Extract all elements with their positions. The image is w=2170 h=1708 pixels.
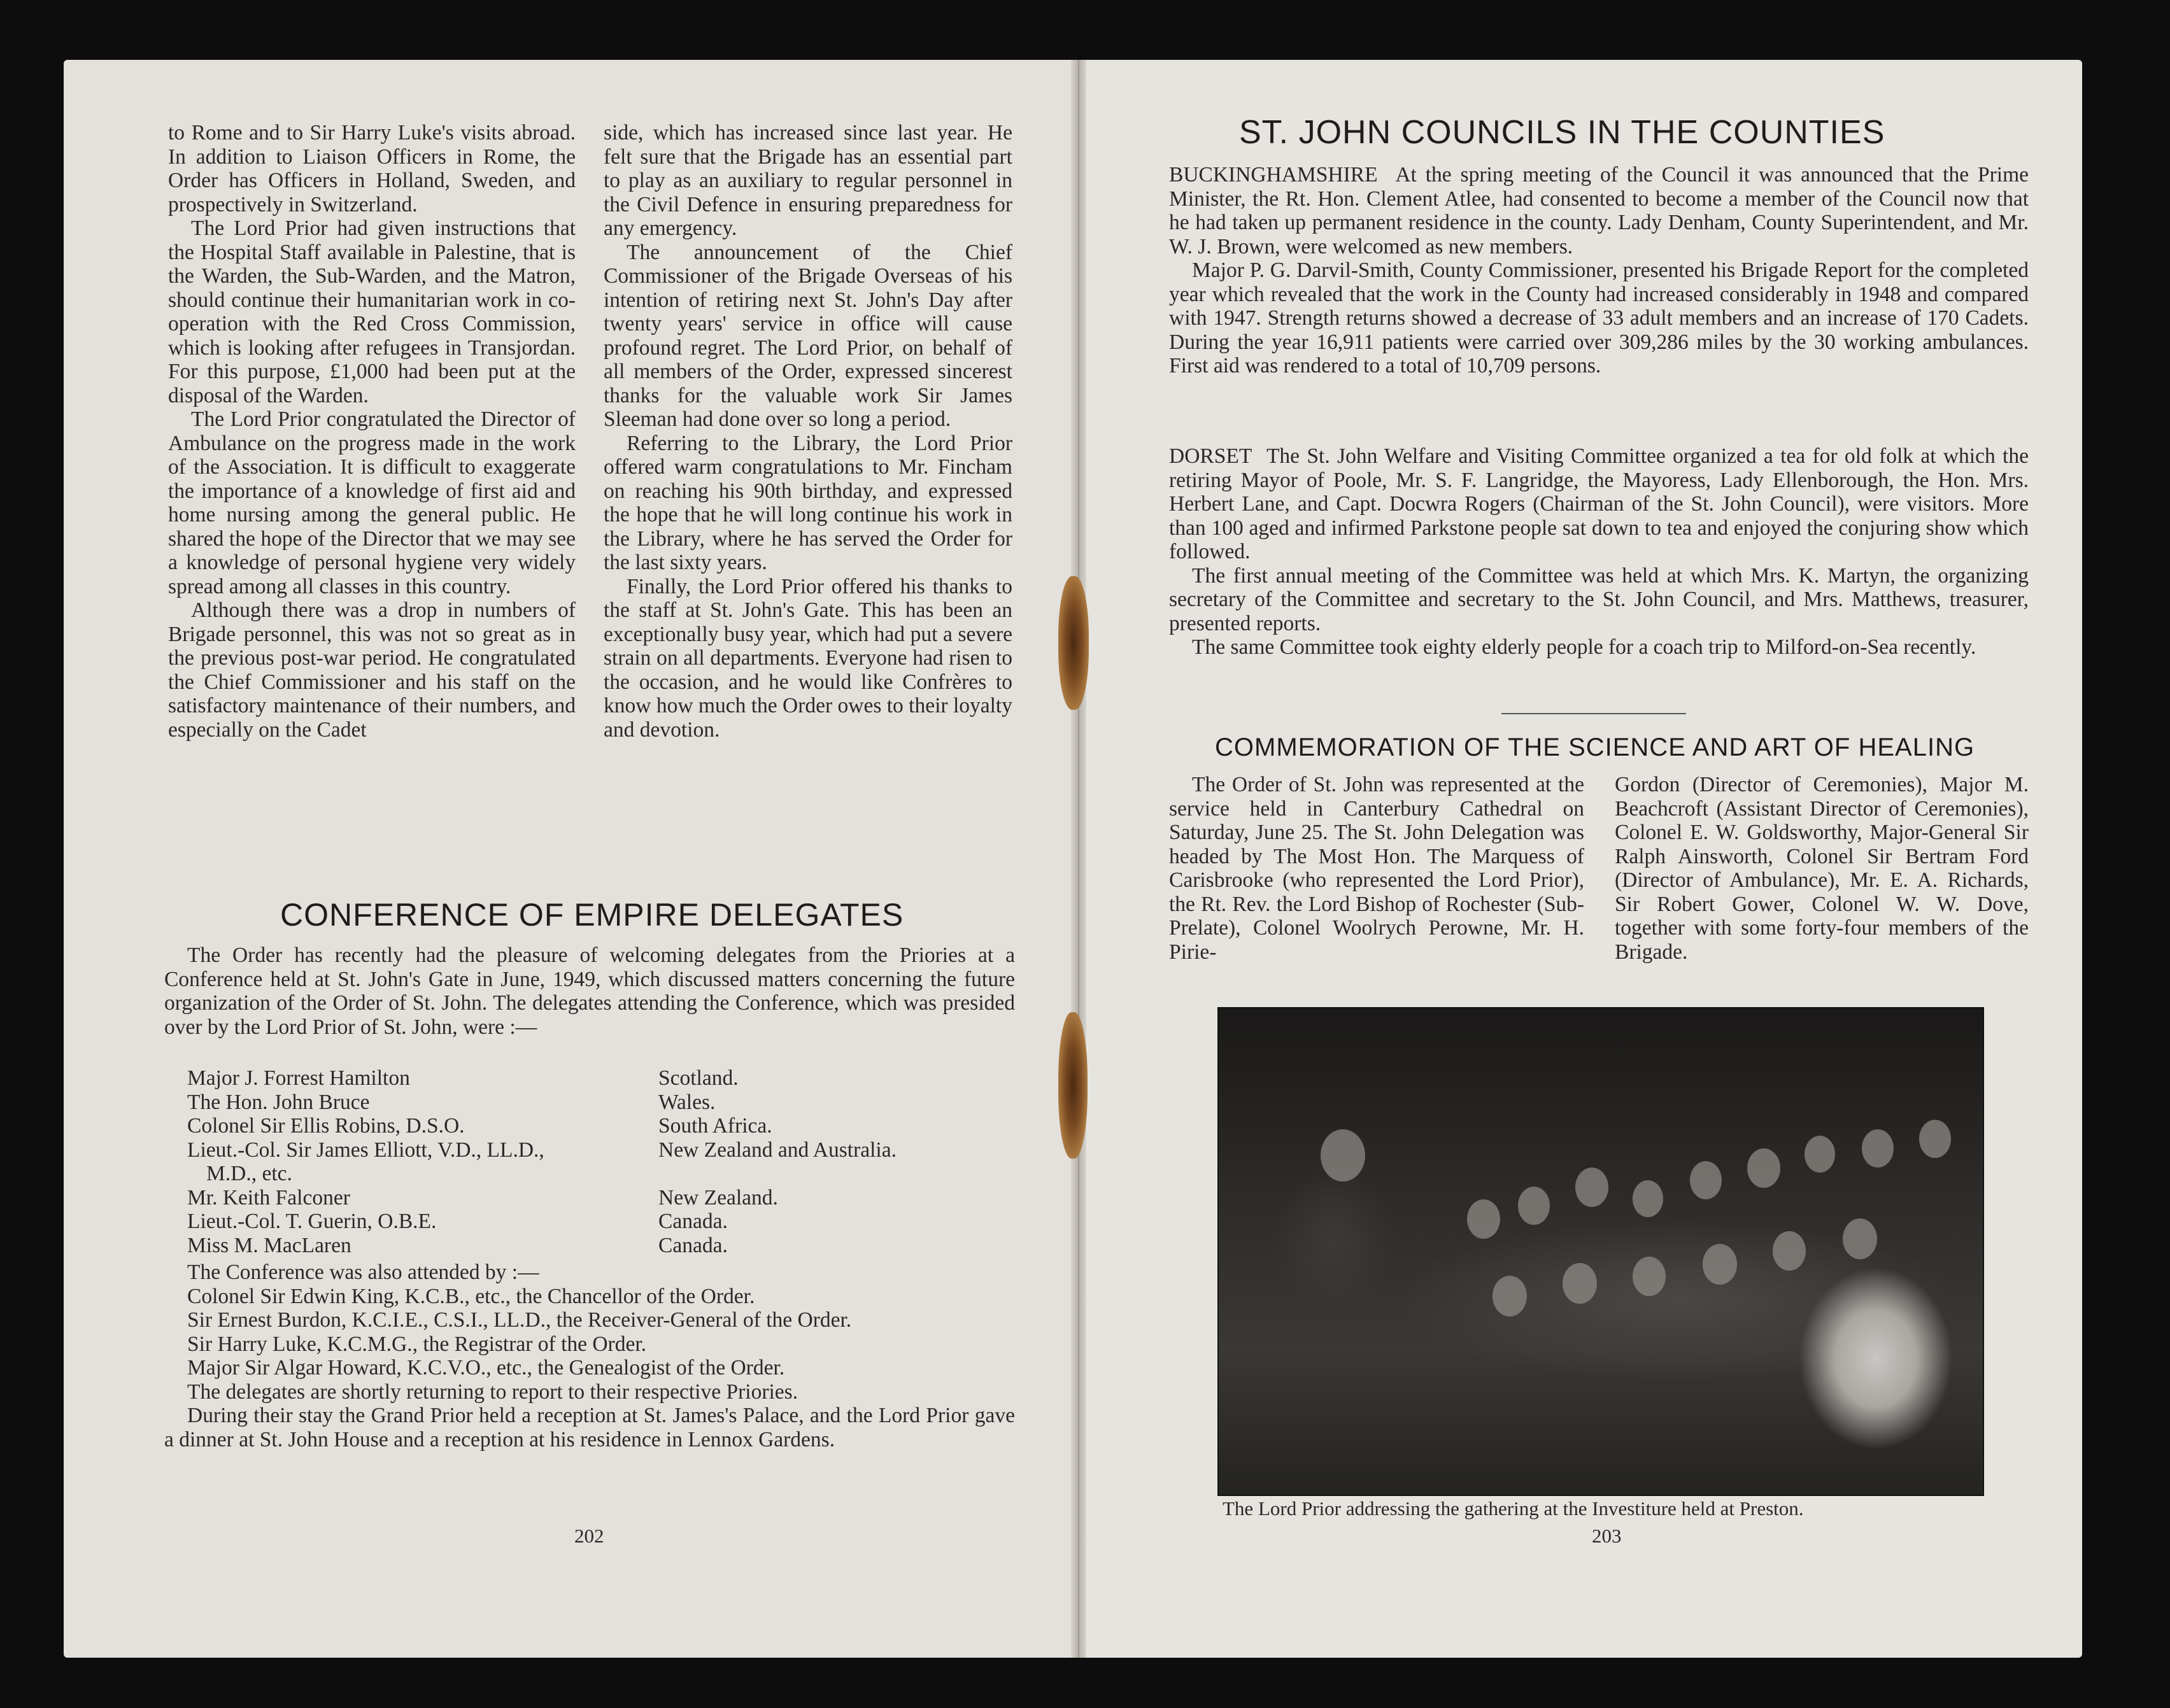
delegate-name: Colonel Sir Ellis Robins, D.S.O.: [187, 1114, 465, 1138]
staple-rust-top: [1058, 576, 1089, 710]
attendee: Sir Harry Luke, K.C.M.G., the Registrar of the Order.: [187, 1332, 647, 1356]
photo-figure: [1575, 1168, 1608, 1207]
photo-figure: [1518, 1187, 1550, 1225]
delegate-country: New Zealand and Australia.: [658, 1138, 897, 1162]
paragraph: [1169, 444, 2029, 564]
paragraph: The Lord Prior had given instructions that the Hospital Staff available in Palestine, that is the Warden, the Sub-Warden, and the Matron, should continue their humanitarian work in co-operation with the Red Cross Commission, which is looking after refugees in Transjordan. For this purpose, £1,000 had been put at the disposal of the Warden.: [168, 216, 576, 407]
attendee: Major Sir Algar Howard, K.C.V.O., etc., the Genealogist of the Order.: [187, 1356, 785, 1380]
staple-rust-bottom: [1058, 1012, 1088, 1159]
paragraph: to Rome and to Sir Harry Luke's visits abroad. In addition to Liaison Officers in Rome, the Order has Officers in Holland, Sweden, and prospectively in Switzerland.: [168, 121, 576, 216]
paragraph: Finally, the Lord Prior offered his thanks to the staff at St. John's Gate. This has been an exceptionally busy year, which had put a severe strain on all departments. Everyone had risen to the occasion, and he would like Confrères to know how much the Order owes to their loyalty and devotion.: [604, 574, 1012, 742]
paragraph: [1169, 163, 2029, 258]
delegate-name: M.D., etc.: [206, 1162, 292, 1185]
photo-figure: [1747, 1148, 1780, 1188]
delegate-country: Wales.: [658, 1090, 716, 1114]
photo-figure: [1467, 1199, 1500, 1239]
photo-figure: [1862, 1129, 1894, 1168]
delegate-country: Canada.: [658, 1210, 728, 1233]
paragraph: The Order has recently had the pleasure of welcoming delegates from the Priories at a Conference held at St. John's Gate in June, 1949, which discussed matters concerning the future organization of the Order of St. John. The delegates attending the Conference, which was presided over by the Lord Prior of St. John, were :—: [164, 943, 1015, 1039]
delegate-row: [187, 1210, 1015, 1234]
photo-figure: [1690, 1161, 1722, 1199]
photo-figure: [1805, 1136, 1835, 1173]
delegate-row: [187, 1090, 1015, 1115]
delegate-country: New Zealand.: [658, 1185, 778, 1210]
paragraph: The Lord Prior congratulated the Director of Ambulance on the progress made in the work of the Association. It is difficult to exaggerate the importance of a knowledge of first aid and home nursing among the general public. He shared the hope of the Director that we may see a knowledge of personal hygiene very widely spread among all classes in this country.: [168, 407, 576, 598]
paragraph: The same Committee took eighty elderly people for a coach trip to Milford-on-Sea recently.: [1192, 635, 1976, 659]
paragraph: Although there was a drop in numbers of Brigade personnel, this was not so great as in the previous post-war period. He congratulated the Chief Commissioner and his staff on the satisfactory maintenance of their numbers, and especially on the Cadet: [168, 598, 576, 742]
delegate-list: [187, 1066, 1015, 1257]
delegate-row: [187, 1138, 1015, 1162]
commemoration-column-2: [1615, 773, 2029, 964]
delegate-name: Miss M. MacLaren: [187, 1233, 351, 1257]
buckinghamshire-section: [1169, 163, 2029, 378]
attendee: Colonel Sir Edwin King, K.C.B., etc., the Chancellor of the Order.: [187, 1284, 755, 1308]
photo-figure: [1703, 1244, 1737, 1285]
delegate-row: [187, 1114, 1015, 1138]
photo-figure: [1563, 1263, 1597, 1304]
paragraph-text: The St. John Welfare and Visiting Committee organized a tea for old folk at which the retiring Mayor of Poole, Mr. S. F. Langridge, the Mayoress, Lady Ellenborough, the Hon. Mrs. Herbert Lane, and Capt. Docwra Rogers (Chairman of the St. John Council), were visitors. More than 100 aged and infirmed Parkstone people sat down to tea and enjoyed the conjuring show which followed.: [1169, 444, 2029, 563]
conference-attendees: [164, 1260, 1015, 1451]
county-label: DORSET: [1169, 444, 1252, 468]
paragraph: side, which has increased since last year. He felt sure that the Brigade has an essential part to play as an auxiliary to regular personnel in the Civil Defence in ensuring preparedness for any emergency.: [604, 121, 1012, 240]
county-label: BUCKINGHAMSHIRE: [1169, 163, 1378, 187]
photo-caption: The Lord Prior addressing the gathering at the Investiture held at Preston.: [1223, 1497, 1804, 1520]
left-column-2: [604, 121, 1012, 742]
paragraph: The delegates are shortly returning to report to their respective Priories.: [187, 1380, 798, 1404]
page-number-left: 202: [574, 1525, 604, 1547]
counties-heading: ST. JOHN COUNCILS IN THE COUNTIES: [1239, 114, 1885, 151]
paragraph: Gordon (Director of Ceremonies), Major M. Beachcroft (Assistant Director of Ceremonies), Colonel E. W. Goldsworthy, Major-General Sir Ralph Ainsworth, Colonel Sir Bertram Ford (Director of Ambulance), Mr. E. A. Richards, Sir Robert Gower, Colonel W. W. Dove, together with some forty-four members of the Brigade.: [1615, 773, 2029, 964]
delegate-country: Canada.: [658, 1233, 728, 1257]
photo-figure: [1919, 1120, 1951, 1158]
left-column-1: [168, 121, 576, 742]
photo-figure: [1493, 1276, 1527, 1316]
delegate-row: [187, 1066, 1015, 1090]
delegate-name: Lieut.-Col. T. Guerin, O.B.E.: [187, 1210, 437, 1233]
paragraph: The first annual meeting of the Committee was held at which Mrs. K. Martyn, the organizing secretary of the Committee and secretary to the St. John Council, and Mrs. Matthews, treasurer, presented reports.: [1169, 563, 2029, 635]
photo-figure: [1633, 1180, 1663, 1217]
conference-intro: [164, 943, 1015, 1039]
photo-figure: [1773, 1231, 1806, 1271]
paragraph: Referring to the Library, the Lord Prior offered warm congratulations to Mr. Fincham on reaching his 90th birthday, and expressed the hope that he will long continue his work in the Library, where he has served the Order for the last sixty years.: [604, 431, 1012, 574]
delegate-name: Major J. Forrest Hamilton: [187, 1066, 410, 1090]
book-spine: [1071, 60, 1086, 1658]
dorset-section: [1169, 444, 2029, 660]
section-divider: [1501, 713, 1686, 714]
paragraph-text: At the spring meeting of the Council it was announced that the Prime Minister, the Rt. Hon. Clement Atlee, had consented to become a member of the Council now that he had taken up permanent residence in the county. Lady Denham, County Superintendent, and Mr. W. J. Brown, were welcomed as new members.: [1169, 163, 2029, 258]
paragraph: During their stay the Grand Prior held a reception at St. James's Palace, and the Lord Prior gave a dinner at St. John House and a reception at his residence in Lennox Gardens.: [164, 1404, 1015, 1451]
delegate-country: South Africa.: [658, 1114, 772, 1138]
delegate-name: Mr. Keith Falconer: [187, 1185, 350, 1210]
commemoration-heading: COMMEMORATION OF THE SCIENCE AND ART OF HEALING: [1215, 733, 1975, 761]
paragraph: Major P. G. Darvil-Smith, County Commissioner, presented his Brigade Report for the completed year which revealed that the work in the County had increased considerably in 1948 and compared with 1947. Strength returns showed a decrease of 33 adult members and an increase of 170 Cadets. During the year 16,911 patients were carried over 309,286 miles by the 30 working ambulances. First aid was rendered to a total of 10,709 persons.: [1169, 258, 2029, 378]
delegate-name: The Hon. John Bruce: [187, 1090, 370, 1114]
delegate-row: [187, 1162, 1015, 1186]
commemoration-column-1: [1169, 773, 1584, 964]
photo-figure: [1633, 1257, 1666, 1296]
paragraph: The Conference was also attended by :—: [187, 1260, 539, 1284]
delegate-name: Lieut.-Col. Sir James Elliott, V.D., LL.D.,: [187, 1138, 544, 1162]
paragraph: The announcement of the Chief Commissioner of the Brigade Overseas of his intention of retiring next St. John's Day after twenty years' service in office will cause profound regret. The Lord Prior, on behalf of all members of the Order, expressed sincerest thanks for the valuable work Sir James Sleeman had done over so long a period.: [604, 240, 1012, 431]
conference-heading: CONFERENCE OF EMPIRE DELEGATES: [280, 897, 904, 933]
attendee: Sir Ernest Burdon, K.C.I.E., C.S.I., LL.D., the Receiver-General of the Order.: [187, 1308, 852, 1332]
page-number-right: 203: [1592, 1525, 1622, 1547]
paragraph: The Order of St. John was represented at the service held in Canterbury Cathedral on Saturday, June 25. The St. John Delegation was headed by The Most Hon. The Marquess of Carisbrooke (who represented the Lord Prior), the Rt. Rev. the Lord Bishop of Rochester (Sub-Prelate), Colonel Woolrych Perowne, Mr. H. Pirie-: [1169, 773, 1584, 964]
photo-figure: [1321, 1129, 1365, 1182]
photo-figure: [1843, 1218, 1877, 1259]
delegate-row: [187, 1234, 1015, 1258]
investiture-photo: [1217, 1007, 1984, 1496]
delegate-country: Scotland.: [658, 1066, 739, 1090]
delegate-row: [187, 1186, 1015, 1210]
